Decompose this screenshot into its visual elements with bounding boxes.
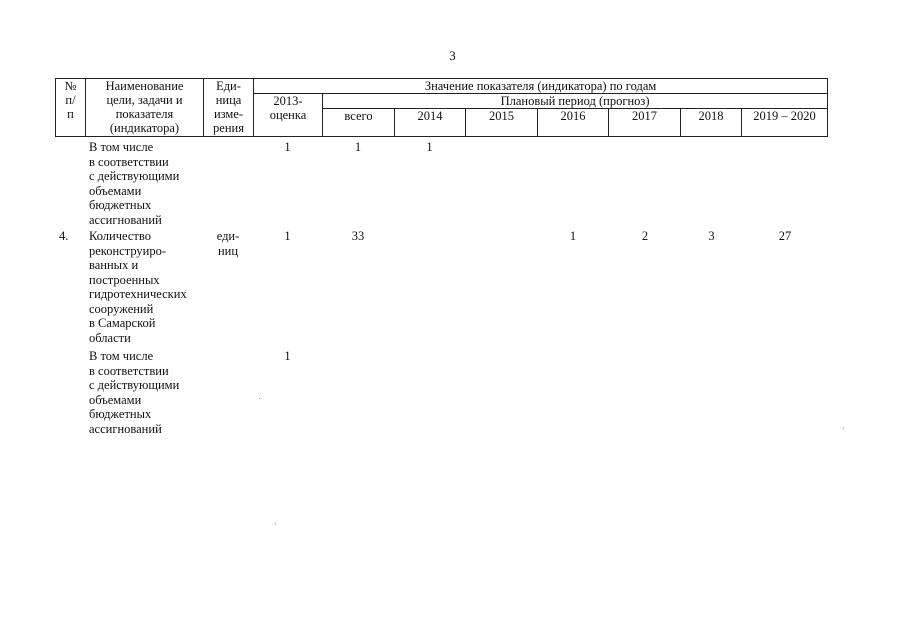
row-unit: еди- ниц (216, 229, 240, 258)
scan-speck (259, 398, 260, 399)
header-2016: 2016 (538, 109, 609, 137)
indicator-table-header (55, 78, 828, 137)
header-unit: Еди- ница изме- рения (204, 79, 254, 137)
header-2017: 2017 (609, 109, 681, 137)
header-2019-2020: 2019 – 2020 (742, 109, 828, 137)
row-number: 4. (59, 229, 69, 243)
header-values-title: Значение показателя (индикатора) по годам (254, 79, 828, 94)
indicator-table-body (55, 140, 827, 440)
row-name: В том числе в соответствии с действующими объемами бюджетных ассигнований (89, 349, 180, 436)
row-value-2018: 3 (708, 229, 715, 243)
header-2015: 2015 (466, 109, 538, 137)
row-value-2019-2020: 27 (778, 229, 792, 243)
page-number: 3 (449, 48, 456, 63)
row-value-2013: 1 (284, 349, 291, 363)
header-num: № п/ п (56, 79, 86, 137)
header-total: всего (323, 109, 395, 137)
header-2013: 2013- оценка (254, 94, 323, 137)
header-2014: 2014 (395, 109, 466, 137)
header-2018: 2018 (681, 109, 742, 137)
header-name: Наименование цели, задачи и показателя (индикатора) (86, 79, 204, 137)
row-name: В том числе в соответствии с действующими объемами бюджетных ассигнований (89, 140, 180, 227)
row-value-2013: 1 (284, 140, 291, 154)
header-plan-period: Плановый период (прогноз) (323, 94, 828, 109)
row-value-total: 33 (351, 229, 365, 243)
row-value-total: 1 (354, 140, 362, 154)
scan-speck (275, 523, 276, 524)
row-value-2013: 1 (284, 229, 291, 243)
row-value-2014: 1 (426, 140, 433, 154)
row-value-2016: 1 (569, 229, 577, 243)
row-name: Количество реконструиро- ванных и построенных гидротехнических сооружений в Самарской области (89, 229, 187, 345)
scan-speck (843, 428, 844, 429)
row-value-2017: 2 (641, 229, 649, 243)
